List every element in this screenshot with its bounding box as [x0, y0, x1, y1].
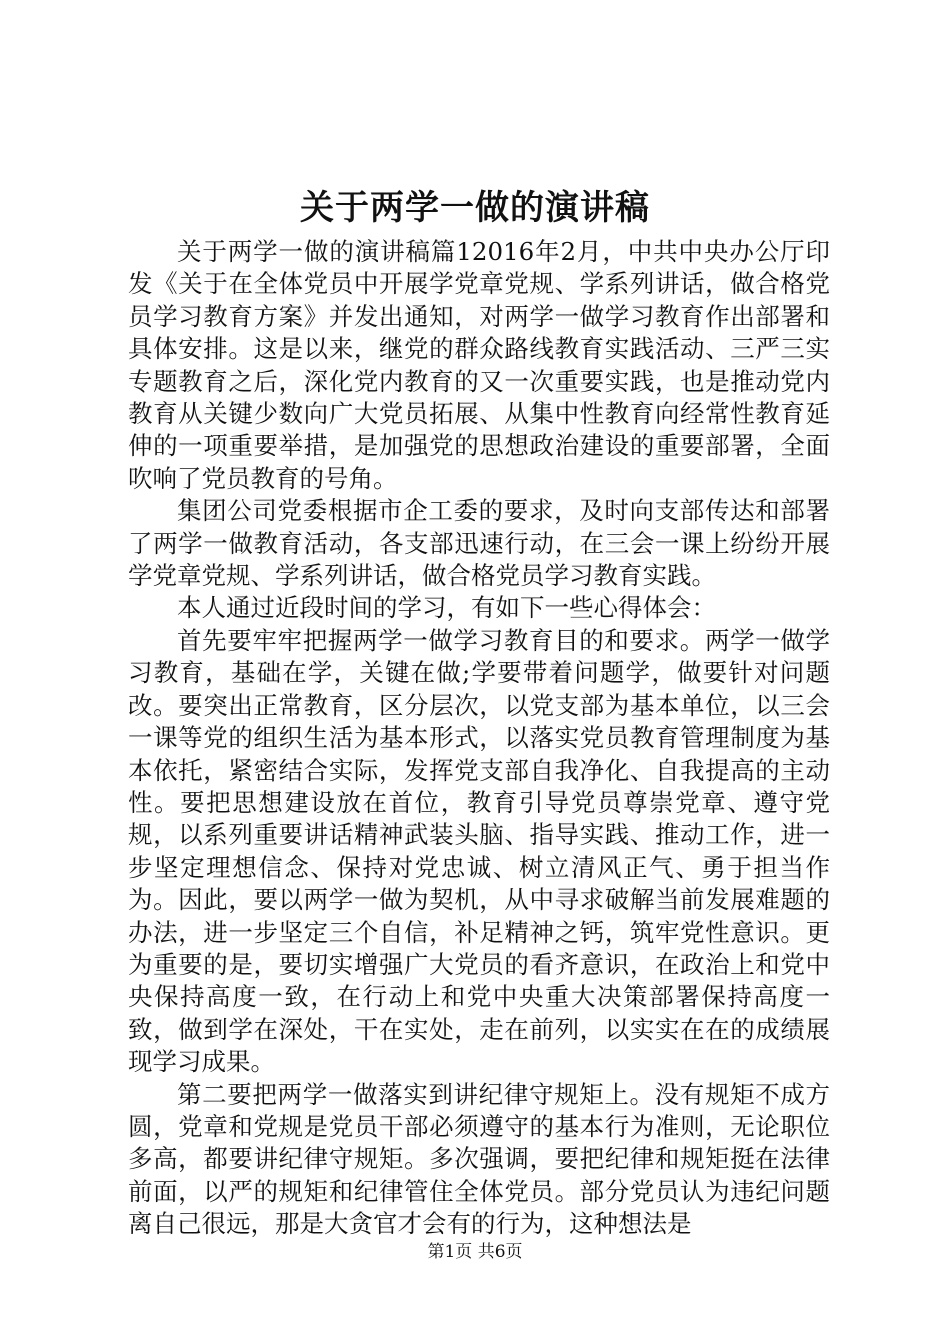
paragraph-4: 首先要牢牢把握两学一做学习教育目的和要求。两学一做学习教育，基础在学，关键在做;学要带着问题学，做要针对问题改。要突出正常教育，区分层次，以党支部为基本单位，以三会一课等党的组织生活为基本形式，以落实党员教育管理制度为基本依托，紧密结合实际，发挥党支部自我净化、自我提高的主动性。要把思想建设放在首位，教育引导党员尊崇党章、遵守党规，以系列重要讲话精神武装头脑、指导实践、推动工作，进一步坚定理想信念、保持对党忠诚、树立清风正气、勇于担当作为。因此，要以两学一做为契机，从中寻求破解当前发展难题的办法，进一步坚定三个自信，补足精神之钙，筑牢党性意识。更为重要的是，要切实增强广大党员的看齐意识，在政治上和党中央保持高度一致，在行动上和党中央重大决策部署保持高度一致，做到学在深处，干在实处，走在前列，以实实在在的成绩展现学习成果。 [128, 625, 830, 1077]
paragraph-5: 第二要把两学一做落实到讲纪律守规矩上。没有规矩不成方圆，党章和党规是党员干部必须遵守的基本行为准则，无论职位多高，都要讲纪律守规矩。多次强调，要把纪律和规矩挺在法律前面，以严的规矩和纪律管住全体党员。部分党员认为违纪问题离自己很远，那是大贪官才会有的行为，这种想法是 [128, 1079, 830, 1239]
document-body [128, 236, 830, 1241]
paragraph-1: 关于两学一做的演讲稿篇12016年2月，中共中央办公厅印发《关于在全体党员中开展学党章党规、学系列讲话，做合格党员学习教育方案》并发出通知，对两学一做学习教育作出部署和具体安排。这是以来，继党的群众路线教育实践活动、三严三实专题教育之后，深化党内教育的又一次重要实践，也是推动党内教育从关键少数向广大党员拓展、从集中性教育向经常性教育延伸的一项重要举措，是加强党的思想政治建设的重要部署，全面吹响了党员教育的号角。 [128, 237, 830, 493]
paragraph-2: 集团公司党委根据市企工委的要求，及时向支部传达和部署了两学一做教育活动，各支部迅速行动，在三会一课上纷纷开展学党章党规、学系列讲话，做合格党员学习教育实践。 [128, 496, 830, 591]
page-footer: 第1页 共6页 [427, 1242, 523, 1262]
paragraph-3: 本人通过近段时间的学习，有如下一些心得体会： [177, 593, 716, 623]
document-title: 关于两学一做的演讲稿 [300, 188, 650, 228]
